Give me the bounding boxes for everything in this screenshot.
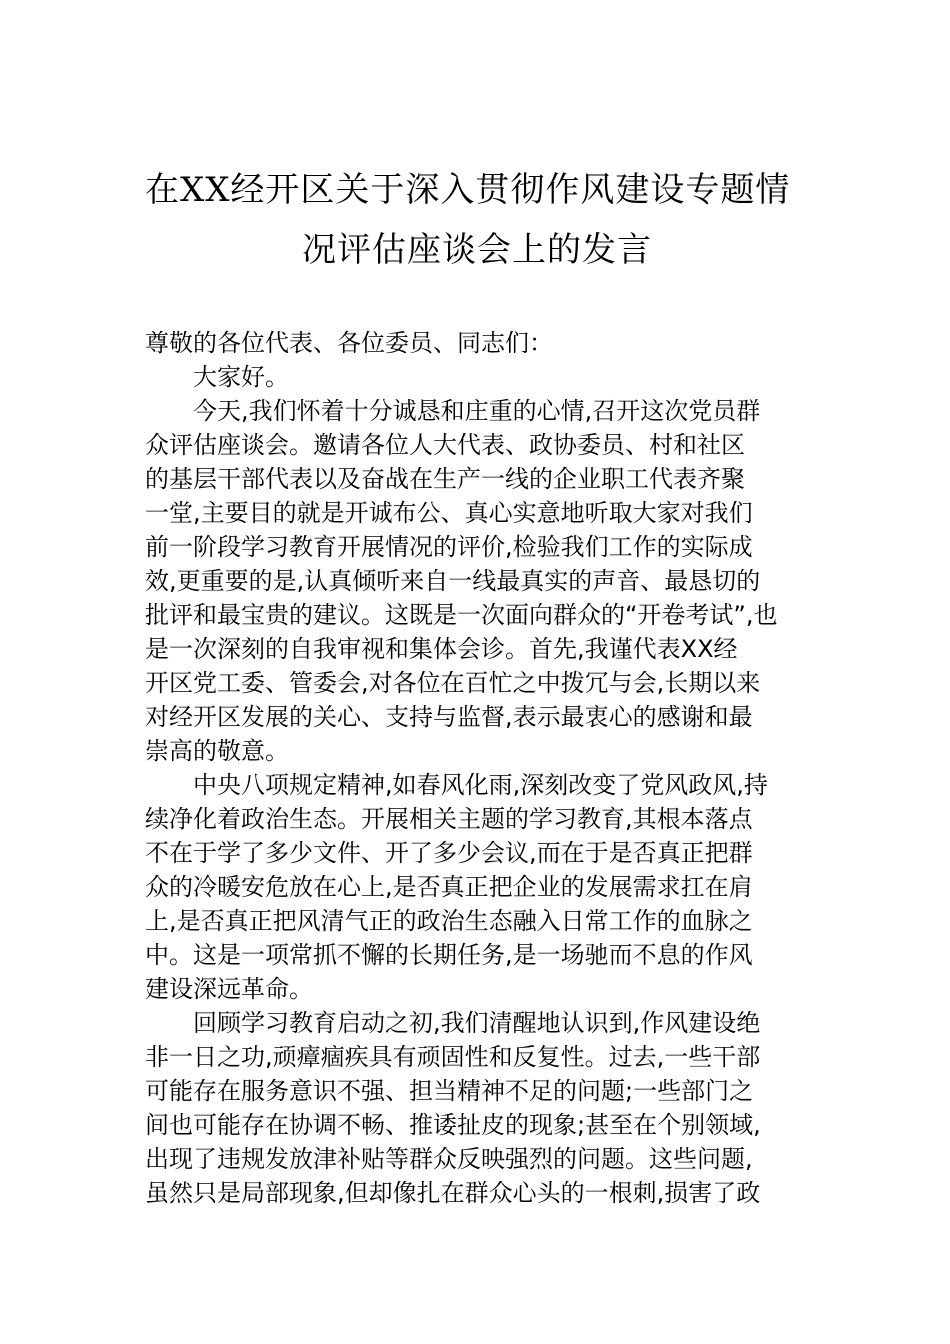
body-text-line: 今天,我们怀着十分诚恳和庄重的心情,召开这次党员群: [193, 397, 761, 425]
body-text-line: 众的冷暖安危放在心上,是否真正把企业的发展需求扛在肩: [145, 873, 753, 901]
body-text-line: 众评估座谈会。邀请各位人大代表、政协委员、村和社区: [145, 431, 745, 459]
body-text-line: 批评和最宝贵的建议。这既是一次面向群众的“开卷考试”,也: [145, 601, 778, 629]
title-line: 在XX经开区关于深入贯彻作风建设专题情: [145, 170, 791, 210]
body-text-line: 中。这是一项常抓不懈的长期任务,是一场驰而不息的作风: [145, 941, 753, 969]
body-text-line: 可能存在服务意识不强、担当精神不足的问题;一些部门之: [145, 1077, 754, 1105]
body-text-line: 开区党工委、管委会,对各位在百忙之中拨冗与会,长期以来: [145, 669, 761, 697]
body-text-line: 是一次深刻的自我审视和集体会诊。首先,我谨代表XX经: [145, 635, 738, 663]
body-text-line: 的基层干部代表以及奋战在生产一线的企业职工代表齐聚: [145, 465, 745, 493]
body-text-line: 上,是否真正把风清气正的政治生态融入日常工作的血脉之: [145, 907, 753, 935]
body-text-line: 效,更重要的是,认真倾听来自一线最真实的声音、最恳切的: [145, 567, 761, 595]
body-text-line: 非一日之功,顽瘴痼疾具有顽固性和反复性。过去,一些干部: [145, 1043, 761, 1071]
body-text-line: 中央八项规定精神,如春风化雨,深刻改变了党风政风,持: [193, 771, 768, 799]
body-text-line: 尊敬的各位代表、各位委员、同志们：: [145, 329, 553, 357]
document-title: [145, 160, 809, 280]
body-text-line: 虽然只是局部现象,但却像扎在群众心头的一根刺,损害了政: [145, 1179, 761, 1207]
body-text-line: 大家好。: [193, 363, 289, 391]
body-text-line: 崇高的敬意。: [145, 737, 289, 765]
title-line: 况评估座谈会上的发言: [302, 230, 652, 270]
body-text-line: 一堂,主要目的就是开诚布公、真心实意地听取大家对我们: [145, 499, 753, 527]
body-text-line: 回顾学习教育启动之初,我们清醒地认识到,作风建设绝: [193, 1009, 761, 1037]
body-text-line: 不在于学了多少文件、开了多少会议,而在于是否真正把群: [145, 839, 753, 867]
body-text-line: 前一阶段学习教育开展情况的评价,检验我们工作的实际成: [145, 533, 753, 561]
body-text-line: 续净化着政治生态。开展相关主题的学习教育,其根本落点: [145, 805, 753, 833]
body-text-line: 建设深远革命。: [145, 975, 313, 1003]
body-text-line: 间也可能存在协调不畅、推诿扯皮的现象;甚至在个别领域,: [145, 1111, 761, 1139]
body-text-line: 对经开区发展的关心、支持与监督,表示最衷心的感谢和最: [145, 703, 753, 731]
body-text-line: 出现了违规发放津补贴等群众反映强烈的问题。这些问题,: [145, 1145, 753, 1173]
document-body: [145, 326, 809, 1210]
